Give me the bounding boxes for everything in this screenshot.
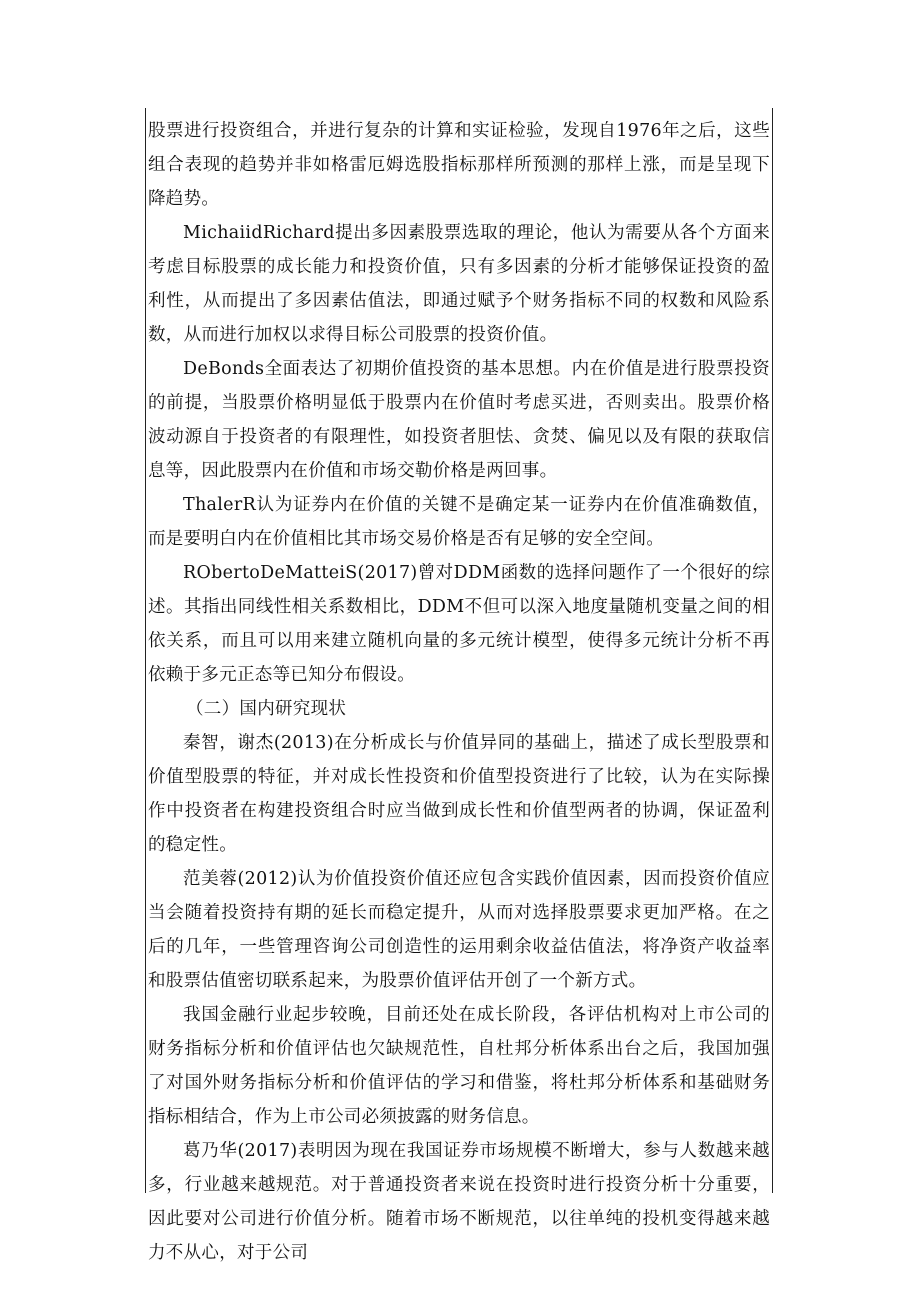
paragraph: 秦智，谢杰(2013)在分析成长与价值异同的基础上，描述了成长型股票和价值型股票的特征，并对成长性投资和价值型投资进行了比较，认为在实际操作中投资者在构建投资组合时应当做到成长性和价值型两者的协调，保证盈利的稳定性。 xyxy=(148,733,770,855)
paragraph: 范美蓉(2012)认为价值投资价值还应包含实践价值因素，因而投资价值应当会随着投资持有期的延长而稳定提升，从而对选择股票要求更加严格。在之后的几年，一些管理咨询公司创造性的运用剩余收益估值法，将净资产收益率和股票估值密切联系起来，为股票价值评估开创了一个新方式。 xyxy=(148,869,770,991)
paragraph: RObertoDeMatteiS(2017)曾对DDM函数的选择问题作了一个很好的综述。其指出同线性相关系数相比，DDM不但可以深入地度量随机变量之间的相依关系，而且可以用来建立随机向量的多元统计模型，使得多元统计分析不再依赖于多元正态等已知分布假设。 xyxy=(148,563,770,685)
paragraph: 我国金融行业起步较晚，目前还处在成长阶段，各评估机构对上市公司的财务指标分析和价值评估也欠缺规范性，自杜邦分析体系出台之后，我国加强了对国外财务指标分析和价值评估的学习和借鉴，将杜邦分析体系和基础财务指标相结合，作为上市公司必须披露的财务信息。 xyxy=(148,1005,770,1127)
paragraph: DeBonds全面表达了初期价值投资的基本思想。内在价值是进行股票投资的前提，当股票价格明显低于股票内在价值时考虑买进，否则卖出。股票价格波动源自于投资者的有限理性，如投资者胆怯、贪焚、偏见以及有限的获取信息等，因此股票内在价值和市场交勒价格是两回事。 xyxy=(148,359,770,481)
section-heading: （二）国内研究现状 xyxy=(186,699,347,719)
paragraph: MichaiidRichard提出多因素股票选取的理论，他认为需要从各个方面来考虑目标股票的成长能力和投资价值，只有多因素的分析才能够保证投资的盈利性，从而提出了多因素估值法，即通过赋予个财务指标不同的权数和风险系数，从而进行加权以求得目标公司股票的投资价值。 xyxy=(148,223,770,345)
paragraph: 葛乃华(2017)表明因为现在我国证券市场规模不断增大，参与人数越来越多，行业越来越规范。对于普通投资者来说在投资时进行投资分析十分重要，因此要对公司进行价值分析。随着市场不断规范，以往单纯的投机变得越来越力不从心，对于公司 xyxy=(148,1141,770,1263)
document-body xyxy=(148,114,770,1270)
paragraph: 股票进行投资组合，并进行复杂的计算和实证检验，发现自1976年之后，这些组合表现的趋势并非如格雷厄姆选股指标那样所预测的那样上涨，而是呈现下降趋势。 xyxy=(148,121,770,209)
paragraph: ThalerR认为证券内在价值的关键不是确定某一证券内在价值准确数值，而是要明白内在价值相比其市场交易价格是否有足够的安全空间。 xyxy=(148,495,770,549)
